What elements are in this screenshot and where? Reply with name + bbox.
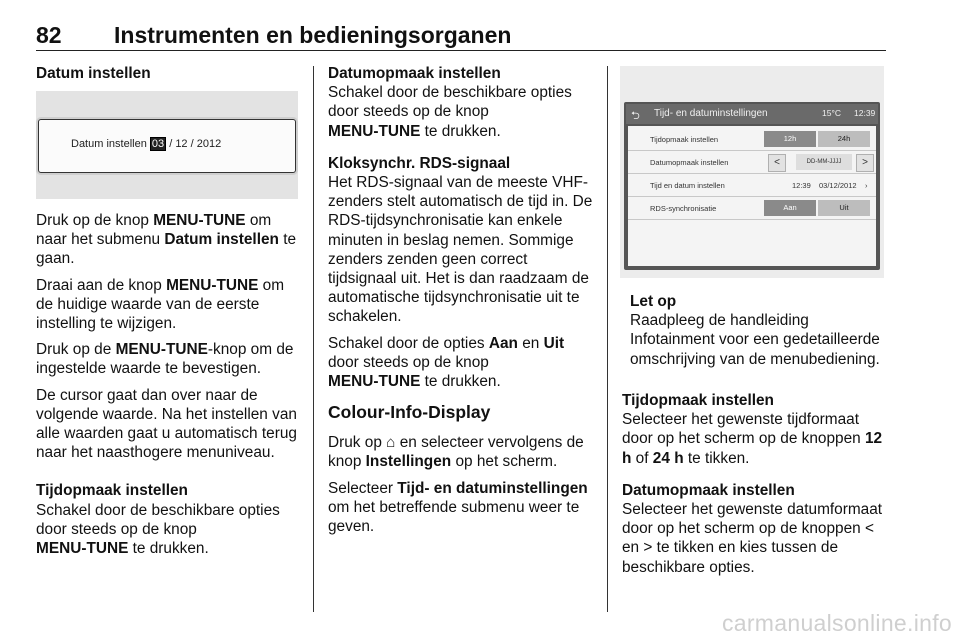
infotainment-screen xyxy=(624,102,880,270)
subheading: Datumopmaak instellen xyxy=(622,481,795,499)
chevron-left-icon: < xyxy=(865,520,874,538)
figure-date-rest: / 12 / 2012 xyxy=(169,138,222,150)
24h-button[interactable]: 24h xyxy=(818,131,870,147)
note-block xyxy=(630,292,888,376)
section-title: Datum instellen xyxy=(36,65,151,82)
paragraph: Druk op ⌂ en selecteer vervolgens de knop Instellingen op het scherm. xyxy=(328,434,584,471)
column-3-body xyxy=(622,391,888,584)
subheading: Datumopmaak instellen xyxy=(328,65,501,82)
row-label: Datumopmaak instellen xyxy=(650,158,729,167)
subheading: Tijdopmaak instellen xyxy=(622,392,774,409)
paragraph: Schakel door de beschikbare opties door steeds op de knop MENU-TUNE te drukken. xyxy=(36,501,280,558)
subheading: Kloksynchr. RDS-signaal xyxy=(328,154,511,172)
screen-clock: 12:39 xyxy=(854,108,876,118)
12h-button[interactable]: 12h xyxy=(764,131,816,147)
row-label: RDS-synchronisatie xyxy=(650,204,717,213)
chevron-left-icon[interactable]: < xyxy=(768,154,786,172)
paragraph: Het RDS-signaal van de meeste VHF-zenders stelt automatisch de tijd in. De RDS-tijdsynchronisatie kan enkele minuten in beslag nemen. Sommige zenders zenden geen correct tijdsignaal uit. Het is dan raadzaam de automatische tijdsynchronisatie uit te schakelen. xyxy=(328,174,593,326)
screen-title-bar xyxy=(626,104,878,124)
paragraph: Schakel door de opties Aan en Uit door steeds op de knop MENU-TUNE te drukken. xyxy=(328,334,565,391)
date-setting-text xyxy=(71,138,221,150)
subheading: Tijdopmaak instellen xyxy=(36,482,188,500)
column-1-body xyxy=(36,211,300,565)
header-rule xyxy=(36,50,886,51)
back-icon[interactable]: ⮌ xyxy=(631,110,640,122)
home-icon: ⌂ xyxy=(386,434,396,452)
note-text: Raadpleeg de handleiding Infotainment voor een gedetailleerde omschrijving van de menubediening. xyxy=(630,312,880,368)
paragraph: Selecteer Tijd- en datuminstellingen om het betreffende submenu weer te geven. xyxy=(328,479,588,536)
row-label: Tijd en datum instellen xyxy=(650,181,725,190)
row-date: 03/12/2012 xyxy=(819,181,857,190)
date-format-value: DD-MM-JJJJ xyxy=(796,154,852,170)
column-divider xyxy=(313,66,314,612)
page-title: Instrumenten en bedieningsorganen xyxy=(114,22,512,48)
settings-row xyxy=(628,151,876,174)
figure-day-highlight: 03 xyxy=(151,138,165,150)
figure-label: Datum instellen xyxy=(71,138,147,150)
column-1 xyxy=(36,64,298,83)
time-date-settings-figure xyxy=(620,66,884,278)
chevron-right-icon: > xyxy=(643,539,653,557)
note-title: Let op xyxy=(630,293,677,310)
row-time: 12:39 xyxy=(792,181,811,190)
column-2 xyxy=(328,64,594,543)
off-button[interactable]: Uit xyxy=(818,200,870,216)
chevron-right-icon: › xyxy=(865,181,868,190)
section-heading: Colour-Info-Display xyxy=(328,402,491,423)
settings-row xyxy=(628,128,876,151)
page-header xyxy=(36,20,886,50)
date-setting-figure xyxy=(36,91,298,199)
paragraph: Druk op de knop MENU-TUNE om naar het submenu Datum instellen te gaan. xyxy=(36,212,297,268)
on-button[interactable]: Aan xyxy=(764,200,816,216)
paragraph: Selecteer het gewenste datumformaat door op het scherm op de knoppen < en > te tikken en kies tussen de beschikbare opties. xyxy=(622,501,883,576)
row-label: Tijdopmaak instellen xyxy=(650,135,719,144)
screen-temperature: 15°C xyxy=(822,108,841,118)
page-number: 82 xyxy=(36,22,62,48)
watermark-brand: carmanualsonline.info xyxy=(721,610,952,636)
column-divider xyxy=(607,66,608,612)
screen-title: Tijd- en datuminstellingen xyxy=(654,108,768,119)
chevron-right-icon[interactable]: > xyxy=(856,154,874,172)
paragraph: De cursor gaat dan over naar de volgende waarde. Na het instellen van alle waarden gaat u automatisch terug naar het naasthogere menuniveau. xyxy=(36,386,297,462)
settings-row xyxy=(628,197,876,220)
paragraph: Selecteer het gewenste tijdformaat door op het scherm op de knoppen 12 h of 24 h te tikken. xyxy=(622,411,883,467)
paragraph: Schakel door de beschikbare opties door steeds op de knop MENU-TUNE te drukken. xyxy=(328,84,572,140)
paragraph: Draai aan de knop MENU-TUNE om de huidige waarde van de eerste instelling te wijzigen. xyxy=(36,276,285,333)
date-setting-display xyxy=(38,119,296,173)
settings-row[interactable] xyxy=(628,174,876,197)
settings-list xyxy=(628,126,876,266)
paragraph: Druk op de MENU-TUNE-knop om de ingestelde waarde te bevestigen. xyxy=(36,341,294,378)
